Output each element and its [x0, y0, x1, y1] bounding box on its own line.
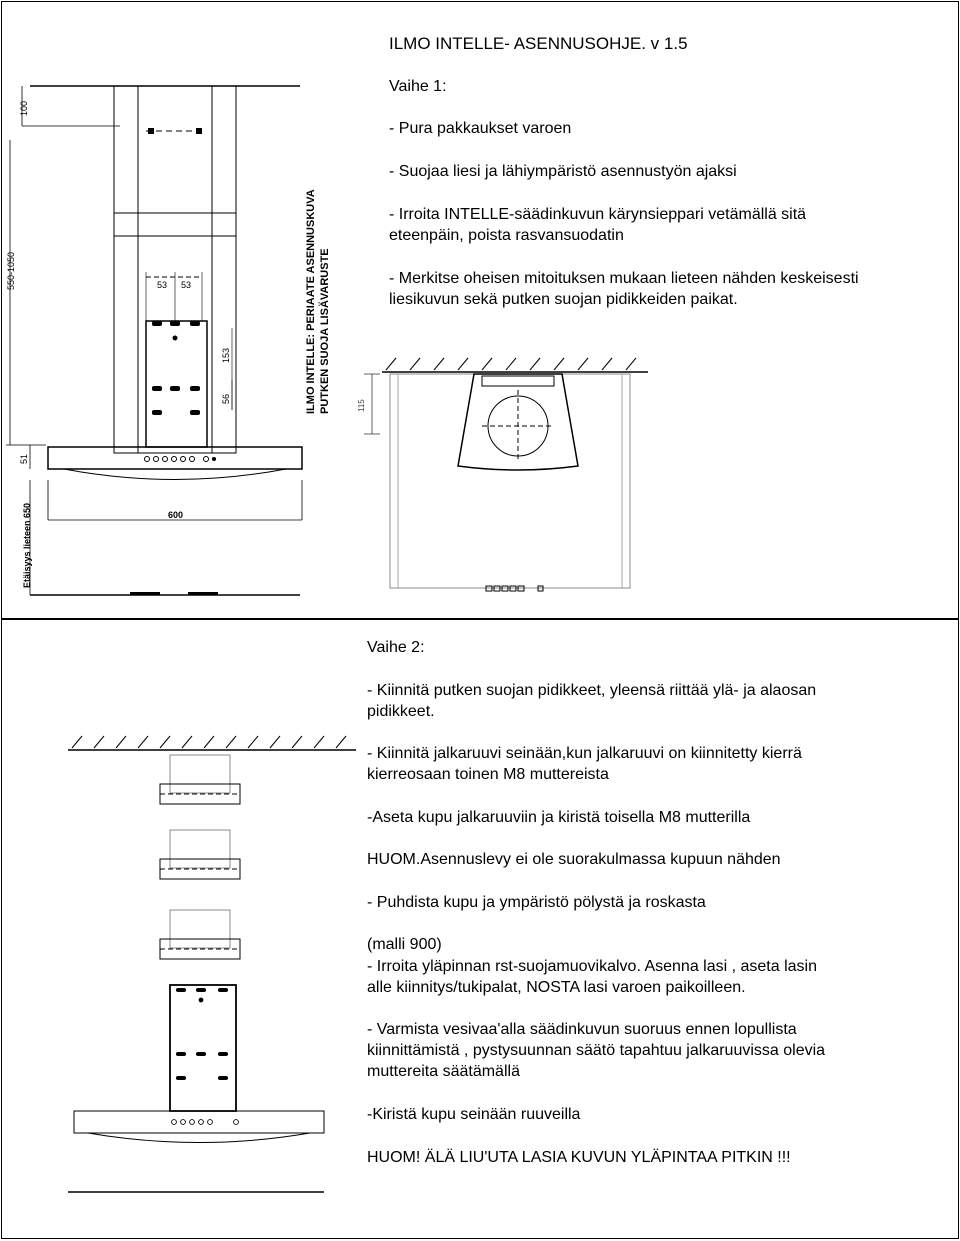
assembly-drawing: [60, 730, 360, 1200]
dim-56: 56: [221, 393, 231, 404]
step1-item-4b: liesikuvun sekä putken suojan pidikkeiden paikat.: [389, 291, 738, 308]
step2-item-7: -Kiristä kupu seinään ruuveilla: [367, 1106, 581, 1123]
step2-model-label: (malli 900): [367, 936, 442, 953]
dim-53-right: 53: [181, 280, 192, 290]
step2-item-4: - Puhdista kupu ja ympäristö pölystä ja roskasta: [367, 894, 706, 911]
side-view-drawing: [350, 350, 650, 610]
step2-item-6c: muttereita säätämällä: [367, 1063, 520, 1080]
step2-item-5b: alle kiinnitys/tukipalat, NOSTA lasi varoen paikoilleen.: [367, 979, 746, 996]
step2-note: HUOM.Asennuslevy ei ole suorakulmassa kupuun nähden: [367, 851, 781, 868]
step2-warning: HUOM! ÄLÄ LIU'UTA LASIA KUVUN YLÄPINTAA PITKIN !!!: [367, 1149, 791, 1166]
step2-item-2b: kierreosaan toinen M8 muttereista: [367, 766, 609, 783]
dim-115: 115: [357, 399, 366, 412]
document-title: ILMO INTELLE- ASENNUSOHJE. v 1.5: [389, 34, 688, 53]
step2-item-2: - Kiinnitä jalkaruuvi seinään,kun jalkaruuvi on kiinnitetty kierrä: [367, 745, 802, 762]
step2-item-6b: kiinnittämistä , pystysuunnan säätö tapahtuu jalkaruuvissa olevia: [367, 1042, 826, 1059]
step2-item-6: - Varmista vesivaa'alla säädinkuvun suoruus ennen lopullista: [367, 1021, 797, 1038]
step1-heading: Vaihe 1:: [389, 78, 447, 95]
drawing1-title-line1: ILMO INTELLE: PERIAATE ASENNUSKUVA: [305, 189, 317, 414]
step2-item-5: - Irroita yläpinnan rst-suojamuovikalvo. Asenna lasi , aseta lasin: [367, 958, 817, 975]
step1-item-4: - Merkitse oheisen mitoituksen mukaan lieteen nähden keskeisesti: [389, 270, 859, 287]
dim-600: 600: [168, 510, 184, 520]
dim-range: 550-1050: [6, 251, 16, 290]
dim-53-left: 53: [157, 280, 168, 290]
step1-item-3: - Irroita INTELLE-säädinkuvun kärynsieppari vetämällä sitä: [389, 206, 807, 223]
drawing1-title: [298, 150, 338, 420]
step2-heading: Vaihe 2:: [367, 639, 425, 656]
dim-100: 100: [19, 100, 29, 116]
step2-item-3: -Aseta kupu jalkaruuviin ja kiristä toisella M8 mutterilla: [367, 809, 751, 826]
dim-51: 51: [19, 453, 29, 464]
dim-153: 153: [221, 347, 231, 363]
step1-item-3b: eteenpäin, poista rasvansuodatin: [389, 227, 624, 244]
step1-item-2: - Suojaa liesi ja lähiympäristö asennustyön ajaksi: [389, 163, 737, 180]
step1-item-1: - Pura pakkaukset varoen: [389, 120, 572, 137]
front-elevation-drawing: [0, 80, 340, 600]
distance-label: Etäisyys lieteen 650: [22, 502, 32, 588]
step2-item-1b: pidikkeet.: [367, 703, 435, 720]
drawing1-title-line2: PUTKEN SUOJA LISÄVARUSTE: [319, 248, 331, 414]
step2-item-1: - Kiinnitä putken suojan pidikkeet, yleensä riittää ylä- ja alaosan: [367, 682, 817, 699]
